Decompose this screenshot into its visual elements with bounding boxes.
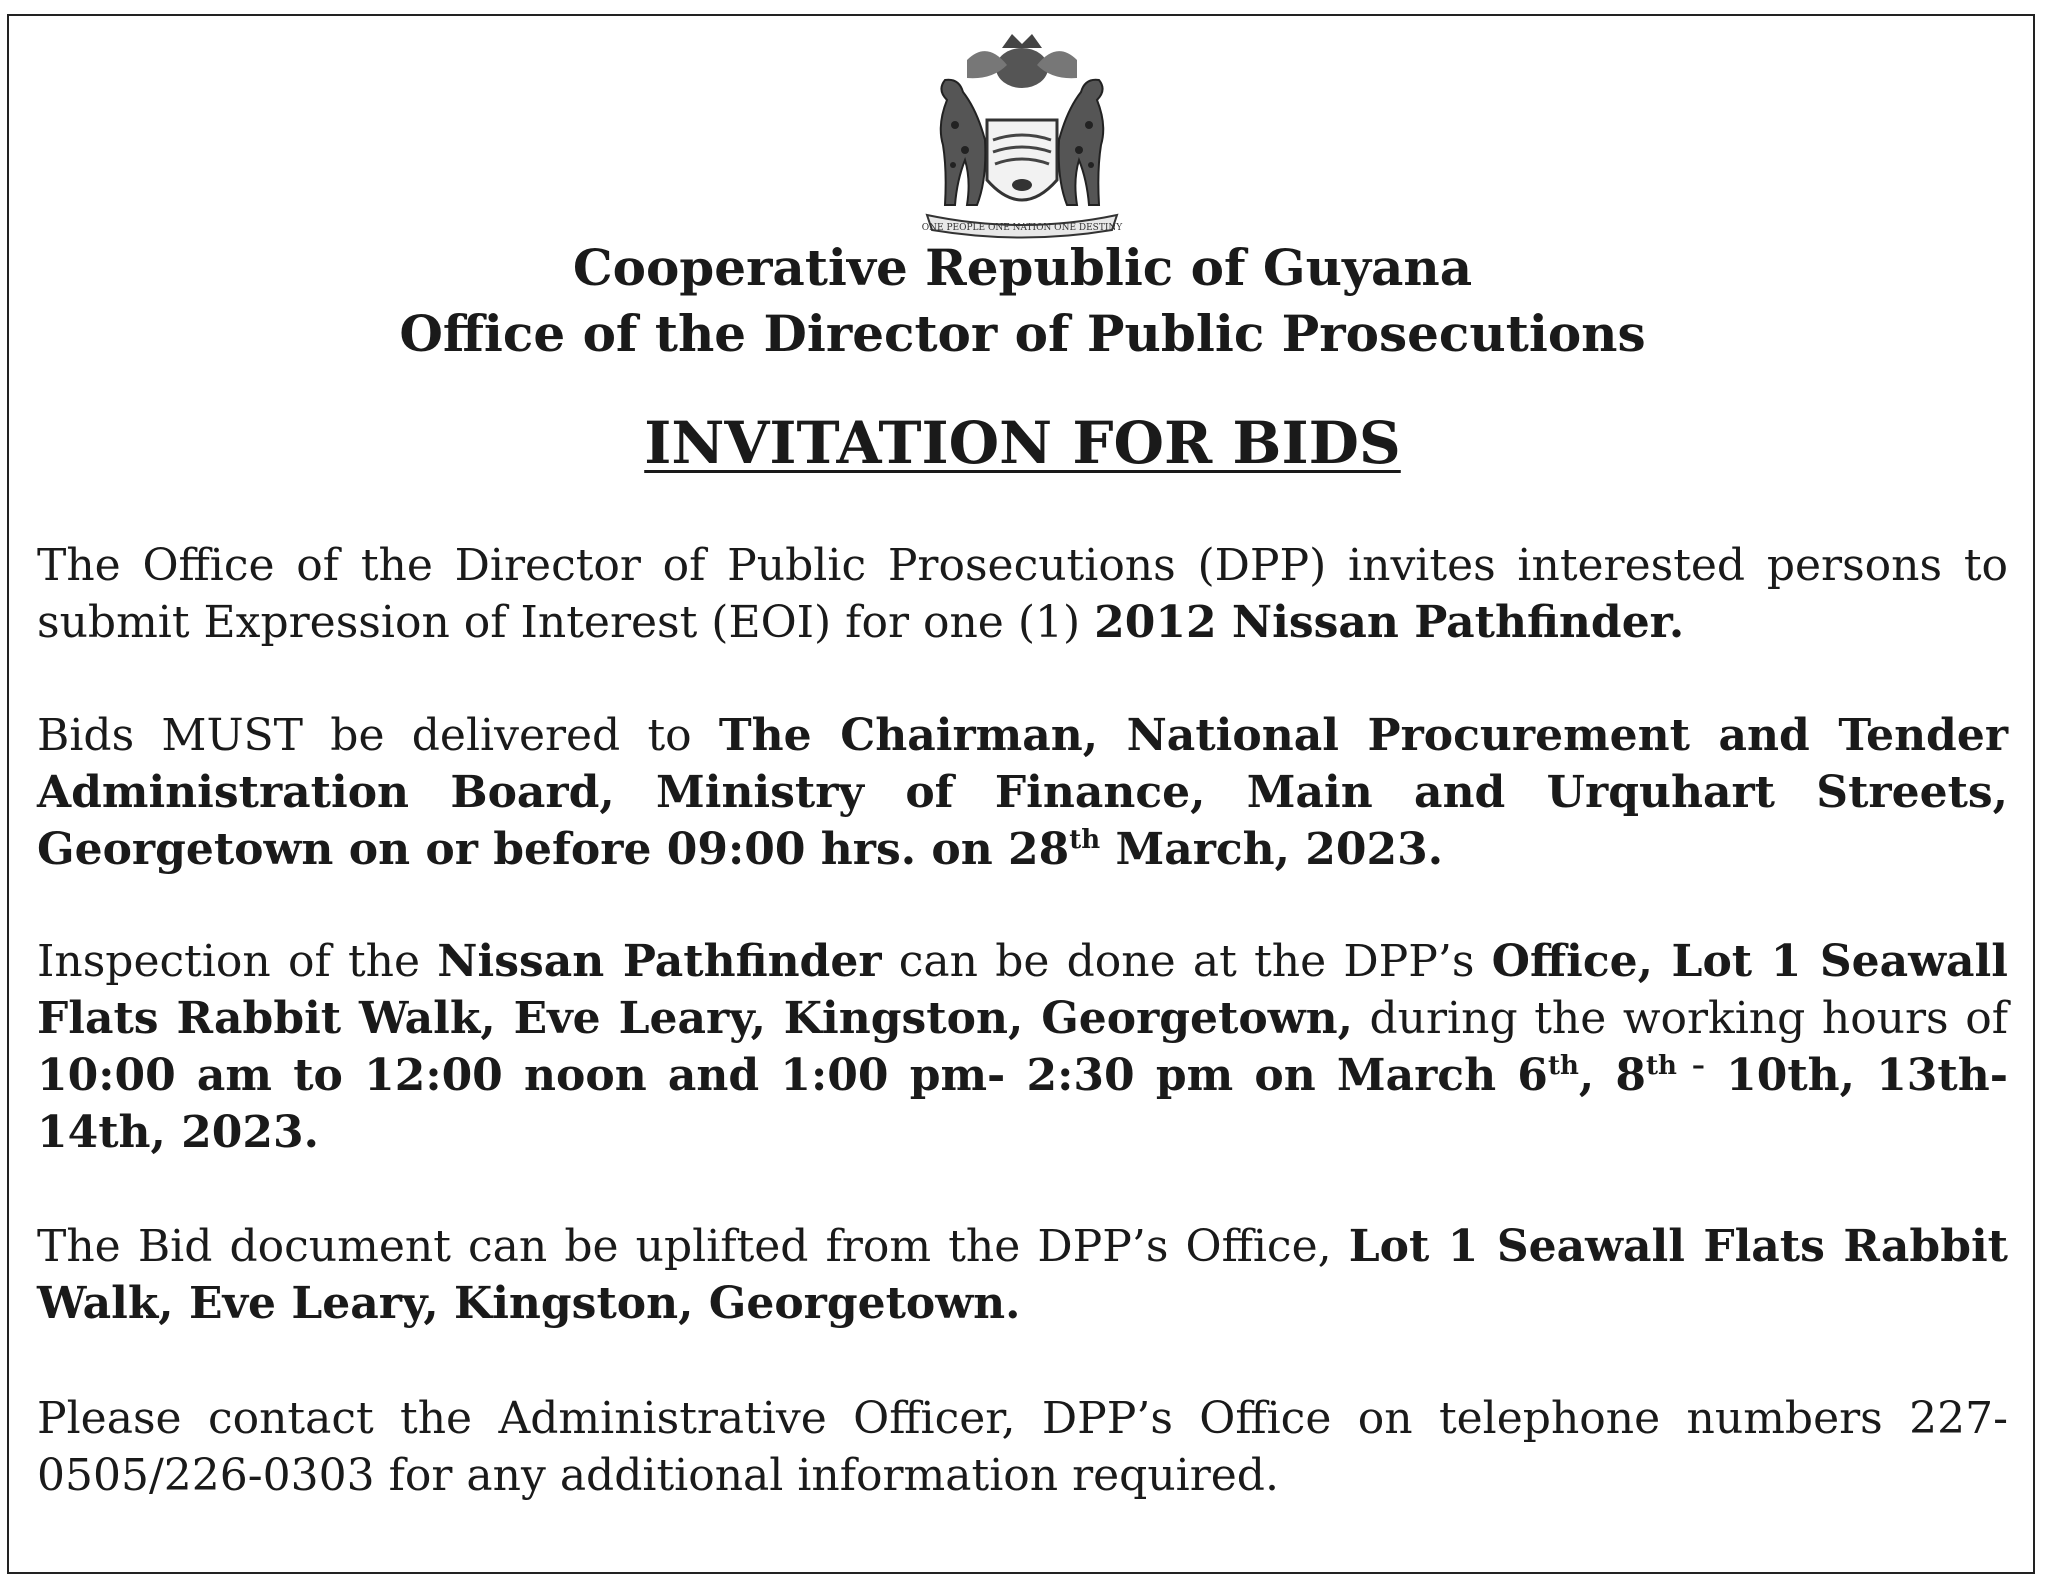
paragraph-delivery: Bids MUST be delivered to The Chairman, National Procurement and Tender Administration Board, Ministry of Finance, Main and Urquhart Streets, Georgetown on or before 09:00 hrs. on 28th March, 2023. [37, 710, 2008, 875]
paragraph-bid-document: The Bid document can be uplifted from the DPP’s Office, Lot 1 Seawall Flats Rabbit Walk, Eve Leary, Kingston, Georgetown. [37, 1221, 2008, 1329]
paragraph-inspection: Inspection of the Nissan Pathfinder can be done at the DPP’s Office, Lot 1 Seawall Flats Rabbit Walk, Eve Leary, Kingston, Georgetown, during the working hours of 10:00 am to 12:00 noon and 1:00 pm- 2:30 pm on March 6th, $8^{th -}$ 10th, 13th-14th, 2023. [37, 936, 2008, 1158]
paragraph-contact: Please contact the Administrative Officer, DPP’s Office on telephone numbers 227-0505/226-0303 for any additional information required. [37, 1393, 2008, 1501]
heading-country: Cooperative Republic of Guyana [572, 238, 1473, 297]
paragraph-invitation: The Office of the Director of Public Prosecutions (DPP) invites interested persons to submit Expression of Interest (EOI) for one (1) 2012 Nissan Pathfinder. [37, 540, 2008, 648]
page-title: INVITATION FOR BIDS [644, 409, 1401, 477]
heading-office: Office of the Director of Public Prosecutions [399, 304, 1646, 363]
svg-text:ONE PEOPLE ONE NATION ONE DEST: ONE PEOPLE ONE NATION ONE DESTINY [921, 223, 1123, 233]
guyana-coat-of-arms-icon [907, 30, 1137, 240]
